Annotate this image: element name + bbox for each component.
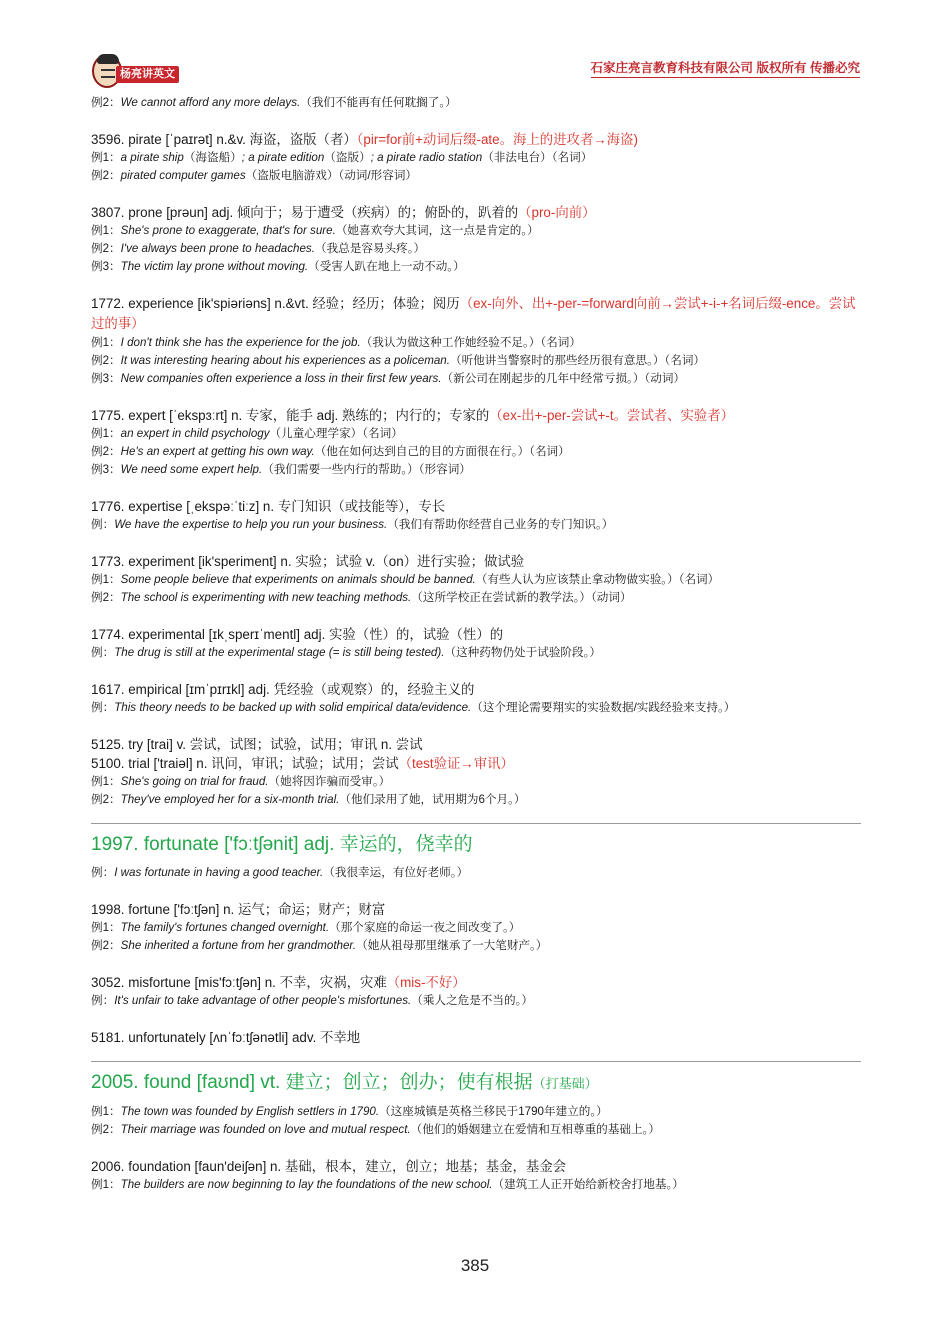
- logo-text: 杨亮讲英文: [116, 66, 179, 83]
- brand-logo: [88, 52, 188, 92]
- example-line: 例1：She's going on trial for fraud.（她将因诈骗而受审。）: [91, 775, 391, 788]
- example-line: 例2：It was interesting hearing about his experiences as a policeman.（听他讲当警察时的那些经历很有意思。）（名词）: [91, 354, 706, 367]
- example-line: 例1：an expert in child psychology（儿童心理学家）（名词）: [91, 427, 403, 440]
- page-number: 385: [460, 1256, 490, 1275]
- entry-heading: 1617. empirical [ɪmˈpɪrɪkl] adj. 凭经验（或观察）的，经验主义的: [91, 682, 475, 697]
- example-line: 例：It's unfair to take advantage of other people's misfortunes.（乘人之危是不当的。）: [91, 994, 533, 1007]
- example-line: 例2：I've always been prone to headaches.（我总是容易头疼。）: [91, 242, 426, 255]
- section-title: 1997. fortunate ['fɔːtʃənit] adj. 幸运的，侥幸的: [91, 834, 473, 855]
- example-line: 例1：The family's fortunes changed overnight.（那个家庭的命运一夜之间改变了。）: [91, 921, 521, 934]
- example-line: 例2：Their marriage was founded on love and mutual respect.（他们的婚姻建立在爱情和互相尊重的基础上。）: [91, 1123, 660, 1136]
- example-line: 例1：a pirate ship（海盗船）; a pirate edition（盗版）; a pirate radio station（非法电台）（名词）: [91, 151, 593, 164]
- example-line: 例：This theory needs to be backed up with solid empirical data/evidence.（这个理论需要翔实的实验数据/实践经验来支持。）: [91, 701, 736, 714]
- entry-heading: 2006. foundation [faun'deiʃən] n. 基础，根本，建立，创立；地基；基金，基金会: [91, 1159, 567, 1174]
- entry-heading: 1774. experimental [ɪkˌsperɪˈmentl] adj. 实验（性）的，试验（性）的: [91, 627, 504, 642]
- example-line: 例1：I don't think she has the experience for the job.（我认为做这种工作她经验不足。）（名词）: [91, 336, 581, 349]
- entry-heading: 5181. unfortunately [ʌnˈfɔːtʃənətli] adv. 不幸地: [91, 1030, 361, 1045]
- example-line: 例2：The school is experimenting with new teaching methods.（这所学校正在尝试新的教学法。）（动词）: [91, 591, 632, 604]
- entry-heading: 3052. misfortune [mis'fɔːtʃən] n. 不幸，灾祸，灾难（mis-不好）: [91, 975, 466, 990]
- example-line: 例2：He's an expert at getting his own way.（他在如何达到自己的目的方面很在行。）（名词）: [91, 445, 570, 458]
- entry-heading: 1775. expert [ˈekspɜːrt] n. 专家，能手 adj. 熟练的；内行的；专家的（ex-出+-per-尝试+-t。尝试者、实验者）: [91, 408, 735, 423]
- entry-heading: 5100. trial ['traiəl] n. 讯问，审讯；试验；试用；尝试（test验证→审讯）: [91, 756, 514, 771]
- entry-heading: 5125. try [trai] v. 尝试，试图；试验，试用；审讯 n. 尝试: [91, 737, 423, 752]
- example-line: 例：I was fortunate in having a good teacher.（我很幸运，有位好老师。）: [91, 866, 469, 879]
- example-line: 例1：She's prone to exaggerate, that's for sure.（她喜欢夸大其词，这一点是肯定的。）: [91, 224, 539, 237]
- example-line: 例1：The builders are now beginning to lay the foundations of the new school.（建筑工人正开始给新校舍打地基。）: [91, 1178, 684, 1191]
- section-divider: [91, 823, 861, 824]
- example-line: 例2：She inherited a fortune from her grandmother.（她从祖母那里继承了一大笔财产。）: [91, 939, 548, 952]
- example-line: 例3：The victim lay prone without moving.（受害人趴在地上一动不动。）: [91, 260, 465, 273]
- section-title: 2005. found [faʊnd] vt. 建立；创立；创办；使有根据（打基础）: [91, 1072, 598, 1093]
- example-line: 例2：We cannot afford any more delays.（我们不能再有任何耽搁了。）: [91, 96, 457, 109]
- example-line: 例2：pirated computer games（盗版电脑游戏）（动词/形容词）: [91, 169, 418, 182]
- example-line: 例：The drug is still at the experimental stage (= is still being tested).（这种药物仍处于试验阶段。）: [91, 646, 601, 659]
- entry-heading: 3807. prone [prəun] adj. 倾向于；易于遭受（疾病）的；俯卧的，趴着的（pro-向前）: [91, 205, 596, 220]
- entry-heading: 1998. fortune ['fɔːtʃən] n. 运气；命运；财产；财富: [91, 902, 386, 917]
- example-line: 例3：We need some expert help.（我们需要一些内行的帮助。）（形容词）: [91, 463, 471, 476]
- section-divider: [91, 1061, 861, 1062]
- entry-heading: 1772. experience [ik'spiəriəns] n.&vt. 经验；经历；体验；阅历（ex-向外、出+-per-=forward向前→尝试+-i-+名词后缀-ence。尝试过的事）: [91, 296, 856, 331]
- example-line: 例1：Some people believe that experiments on animals should be banned.（有些人认为应该禁止拿动物做实验。）（名词）: [91, 573, 720, 586]
- example-line: 例3：New companies often experience a loss in their first few years.（新公司在刚起步的几年中经常亏损。）（动词）: [91, 372, 686, 385]
- entry-heading: 3596. pirate [ˈpaɪrət] n.&v. 海盗，盗版（者）（pir=for前+动词后缀-ate。海上的进攻者→海盗): [91, 132, 638, 147]
- example-line: 例2：They've employed her for a six-month trial.（他们录用了她，试用期为6个月。）: [91, 793, 526, 806]
- page-content: [91, 94, 861, 1194]
- entry-heading: 1776. expertise [ˌekspəːˈtiːz] n. 专门知识（或技能等），专长: [91, 499, 446, 514]
- example-line: 例：We have the expertise to help you run your business.（我们有帮助你经营自己业务的专门知识。）: [91, 518, 614, 531]
- copyright-notice: 石家庄亮言教育科技有限公司 版权所有 传播必究: [591, 58, 860, 78]
- example-line: 例1：The town was founded by English settlers in 1790.（这座城镇是英格兰移民于1790年建立的。）: [91, 1105, 608, 1118]
- entry-heading: 1773. experiment [ik'speriment] n. 实验；试验 v.（on）进行实验；做试验: [91, 554, 525, 569]
